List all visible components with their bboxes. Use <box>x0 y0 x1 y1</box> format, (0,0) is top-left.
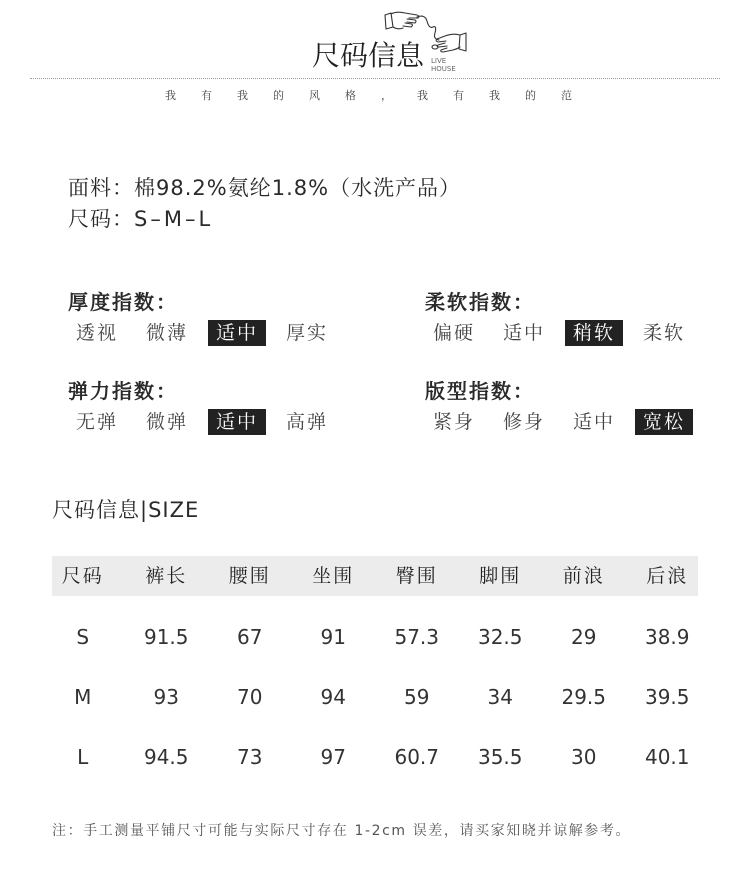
measurement-cell: 91.5 <box>143 625 189 649</box>
measurement-cell: 73 <box>237 745 263 769</box>
measurement-cell: 32.5 <box>477 625 523 649</box>
thickness-index-label: 厚度指数： <box>68 290 178 314</box>
size-label-cell: M <box>74 685 92 709</box>
index-option: 适中 <box>208 409 266 435</box>
measurement-cell: 29 <box>571 625 597 649</box>
measurement-cell: 38.9 <box>644 625 690 649</box>
index-option: 偏硬 <box>432 322 475 344</box>
thickness-index <box>68 290 368 350</box>
fit-index-label: 版型指数： <box>425 379 535 403</box>
measurement-cell: 34 <box>487 685 513 709</box>
index-option: 适中 <box>572 411 615 433</box>
column-header: 坐围 <box>312 565 355 587</box>
brand-line-house: HOUSE <box>431 65 456 73</box>
index-option: 厚实 <box>285 322 328 344</box>
fit-index-options <box>425 409 693 435</box>
column-header: 臀围 <box>395 565 438 587</box>
fit-index <box>425 379 725 439</box>
measurement-cell: 94 <box>320 685 346 709</box>
fabric-value: 棉98.2%氨纶1.8%（水洗产品） <box>134 176 462 200</box>
index-option: 修身 <box>502 411 545 433</box>
column-header: 裤长 <box>145 565 188 587</box>
index-option: 适中 <box>208 320 266 346</box>
index-option: 稍软 <box>565 320 623 346</box>
softness-index <box>425 290 725 350</box>
index-option: 适中 <box>502 322 545 344</box>
elasticity-index-label: 弹力指数： <box>68 379 178 403</box>
index-option: 无弹 <box>75 411 118 433</box>
table-row <box>41 607 709 667</box>
index-option: 高弹 <box>285 411 328 433</box>
column-header: 脚围 <box>479 565 522 587</box>
brand-line-live: LIVE <box>431 57 447 65</box>
softness-index-label: 柔软指数： <box>425 290 535 314</box>
index-option: 微弹 <box>145 411 188 433</box>
elasticity-index-options <box>68 409 336 435</box>
brand-logo-text <box>431 57 456 73</box>
column-header: 前浪 <box>562 565 605 587</box>
softness-index-options <box>425 320 693 346</box>
index-option: 宽松 <box>635 409 693 435</box>
thickness-index-options <box>68 320 336 346</box>
measurement-cell: 60.7 <box>394 745 440 769</box>
table-header-row <box>41 556 709 596</box>
index-option: 微薄 <box>145 322 188 344</box>
measurement-cell: 39.5 <box>644 685 690 709</box>
index-option: 紧身 <box>432 411 475 433</box>
measurement-cell: 70 <box>237 685 263 709</box>
size-table-heading: 尺码信息|SIZE <box>52 498 200 522</box>
fabric-label: 面料： <box>68 176 134 200</box>
column-header: 尺码 <box>61 565 104 587</box>
measurement-cell: 91 <box>320 625 346 649</box>
table-row <box>41 667 709 727</box>
measurement-cell: 94.5 <box>143 745 189 769</box>
fabric-line <box>68 176 461 200</box>
measurement-cell: 93 <box>153 685 179 709</box>
index-option: 透视 <box>75 322 118 344</box>
page-title: 尺码信息 <box>312 39 425 72</box>
size-label-cell: S <box>76 625 90 649</box>
size-line <box>68 207 213 231</box>
measurement-cell: 30 <box>571 745 597 769</box>
size-value: S–M–L <box>134 207 214 231</box>
table-row <box>41 727 709 787</box>
size-label-cell: L <box>77 745 89 769</box>
slogan: 我有我的风格，我有我的范 <box>165 89 597 102</box>
measurement-note: 注：手工测量平铺尺寸可能与实际尺寸存在 1-2cm 误差，请买家知晓并谅解参考。 <box>52 823 632 839</box>
measurement-cell: 67 <box>237 625 263 649</box>
column-header: 后浪 <box>646 565 689 587</box>
column-header: 腰围 <box>228 565 271 587</box>
elasticity-index <box>68 379 368 439</box>
measurement-cell: 57.3 <box>394 625 440 649</box>
measurement-cell: 59 <box>404 685 430 709</box>
index-option: 柔软 <box>642 322 685 344</box>
measurement-cell: 35.5 <box>477 745 523 769</box>
size-label: 尺码： <box>68 207 134 231</box>
measurement-cell: 40.1 <box>644 745 690 769</box>
dotted-divider <box>30 78 720 79</box>
measurement-cell: 29.5 <box>561 685 607 709</box>
measurement-cell: 97 <box>320 745 346 769</box>
